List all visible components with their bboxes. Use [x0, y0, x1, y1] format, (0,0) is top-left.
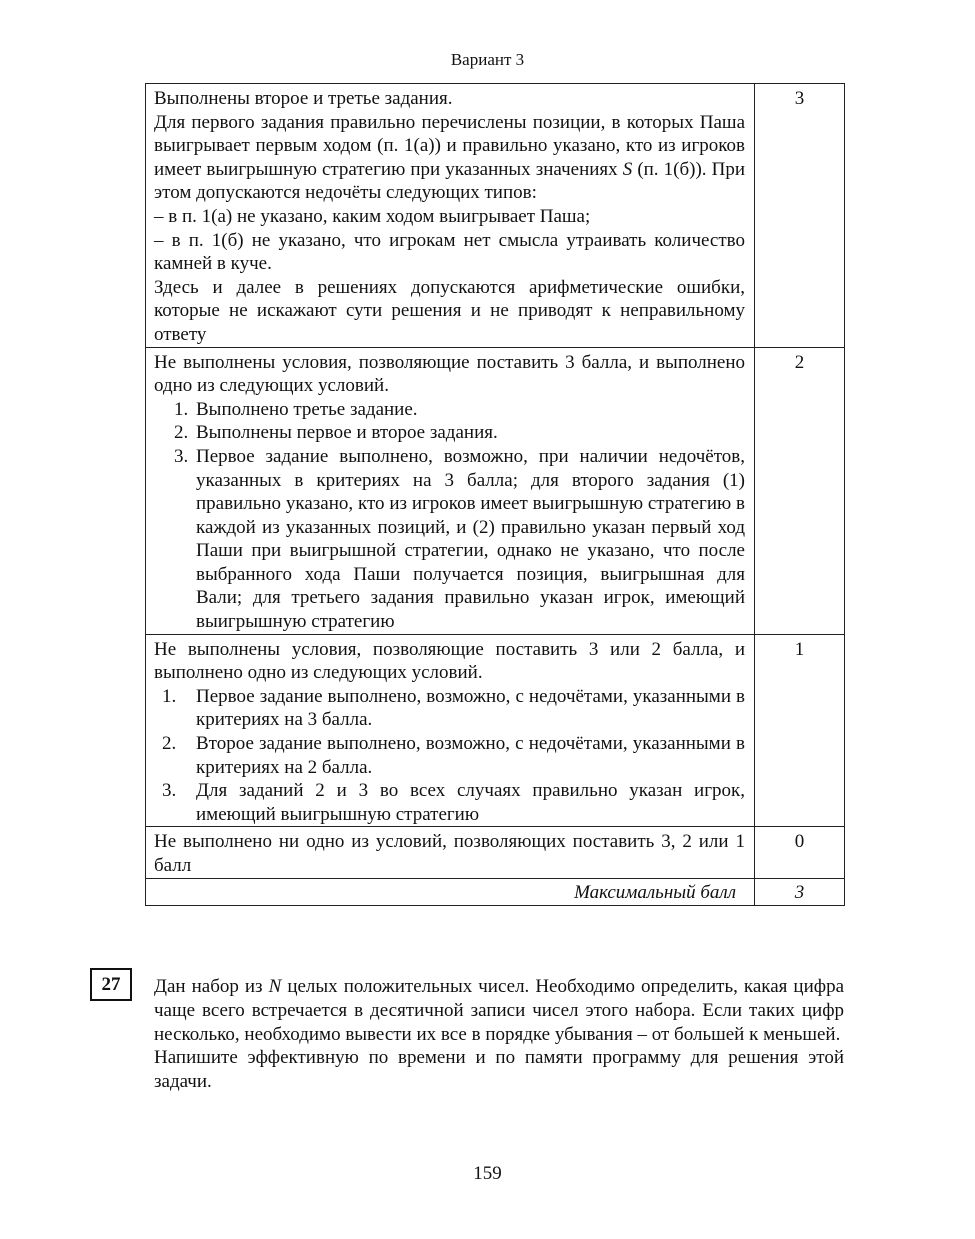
task-text: Дан набор из	[154, 976, 263, 997]
list-item	[154, 398, 745, 422]
list-number: 1.	[162, 685, 177, 707]
list-text: Первое задание выполнено, возможно, с недочётами, указанными в критериях на 3 балла.	[196, 685, 745, 731]
criteria-row-3	[146, 84, 845, 348]
criteria-row-1	[146, 634, 845, 827]
page-header: Вариант 3	[450, 50, 525, 69]
criteria-intro: Не выполнены условия, позволяющие поставить 3 балла, и выполнено одно из следующих условий.	[154, 351, 745, 397]
criteria-paragraph	[154, 111, 745, 205]
list-number: 2.	[162, 733, 177, 755]
criteria-description	[146, 634, 755, 827]
task-number-box: 27	[90, 968, 132, 1001]
list-item	[154, 732, 745, 779]
list-item	[154, 421, 745, 445]
list-number: 3.	[174, 445, 189, 467]
criteria-paragraph: Здесь и далее в решениях допускаются арифметические ошибки, которые не искажают сути решения и не приводят к неправильному ответу	[154, 276, 745, 345]
criteria-row-0	[146, 827, 845, 878]
criteria-score: 0	[755, 827, 845, 878]
list-number: 1.	[174, 398, 189, 420]
page-number: 159	[473, 1163, 502, 1184]
variable-s: S	[622, 158, 633, 180]
variable-n: N	[268, 976, 282, 997]
list-text: Первое задание выполнено, возможно, при наличии недочётов, указанных в критериях на 3 балла; для второго задания (1) правильно указано, кто из игроков имеет выигрышную стратегию в каждой из указанных позиций, и (2) правильно указан первый ход Паши при выигрышной стратегии, однако не указано, что после выбранного хода Паши получается позиция, выигрышная для Вали; для третьего задания правильно указан игрок, имеющий выигрышную стратегию	[196, 445, 745, 633]
criteria-score: 3	[755, 84, 845, 348]
paragraph-text: (п. 1(б)). При этом допускаются недочёты следующих типов:	[154, 158, 745, 204]
criteria-description	[146, 827, 755, 878]
paragraph-text: Для первого задания правильно перечислены позиции, в которых Паша выигрывает первым ходом (п. 1(а)) и правильно указано, кто из игроков имеет выигрышную стратегию при указанных значениях	[154, 111, 745, 180]
list-text: Для заданий 2 и 3 во всех случаях правильно указан игрок, имеющий выигрышную стратегию	[196, 780, 745, 825]
list-number: 2.	[174, 422, 189, 444]
list-number: 3.	[162, 780, 177, 802]
criteria-list	[154, 685, 745, 827]
task-paragraph	[154, 975, 844, 1046]
list-item	[154, 685, 745, 732]
criteria-score: 1	[755, 634, 845, 827]
list-item	[154, 779, 745, 826]
task-paragraph: Напишите эффективную по времени и по памяти программу для решения этой задачи.	[154, 1047, 844, 1093]
criteria-description	[146, 84, 755, 348]
criteria-description	[146, 347, 755, 634]
list-text: Выполнено третье задание.	[196, 398, 418, 420]
max-score-row	[146, 878, 845, 906]
list-text: Выполнены первое и второе задания.	[196, 422, 498, 444]
list-item	[154, 445, 745, 634]
criteria-paragraph: Не выполнено ни одно из условий, позволяющих поставить 3, 2 или 1 балл	[154, 831, 745, 876]
criteria-paragraph: – в п. 1(а) не указано, каким ходом выигрывает Паша;	[154, 205, 591, 227]
criteria-table	[145, 83, 845, 906]
criteria-row-2	[146, 347, 845, 634]
task-text: целых положительных чисел. Необходимо определить, какая цифра чаще всего встречается в десятичной записи чисел этого набора. Если таких цифр несколько, необходимо вывести их все в порядке убывания – от большей к меньшей.	[154, 976, 844, 1045]
task-27-text	[154, 975, 844, 1094]
criteria-list	[154, 398, 745, 634]
criteria-paragraph: – в п. 1(б) не указано, что игрокам нет смысла утраивать количество камней в куче.	[154, 229, 745, 275]
max-score-value: 3	[755, 878, 845, 906]
criteria-intro: Не выполнены условия, позволяющие поставить 3 или 2 балла, и выполнено одно из следующих условий.	[154, 638, 745, 684]
criteria-score: 2	[755, 347, 845, 634]
list-text: Второе задание выполнено, возможно, с недочётами, указанными в критериях на 2 балла.	[196, 733, 745, 778]
max-score-label: Максимальный балл	[146, 878, 755, 906]
criteria-paragraph: Выполнены второе и третье задания.	[154, 88, 453, 109]
